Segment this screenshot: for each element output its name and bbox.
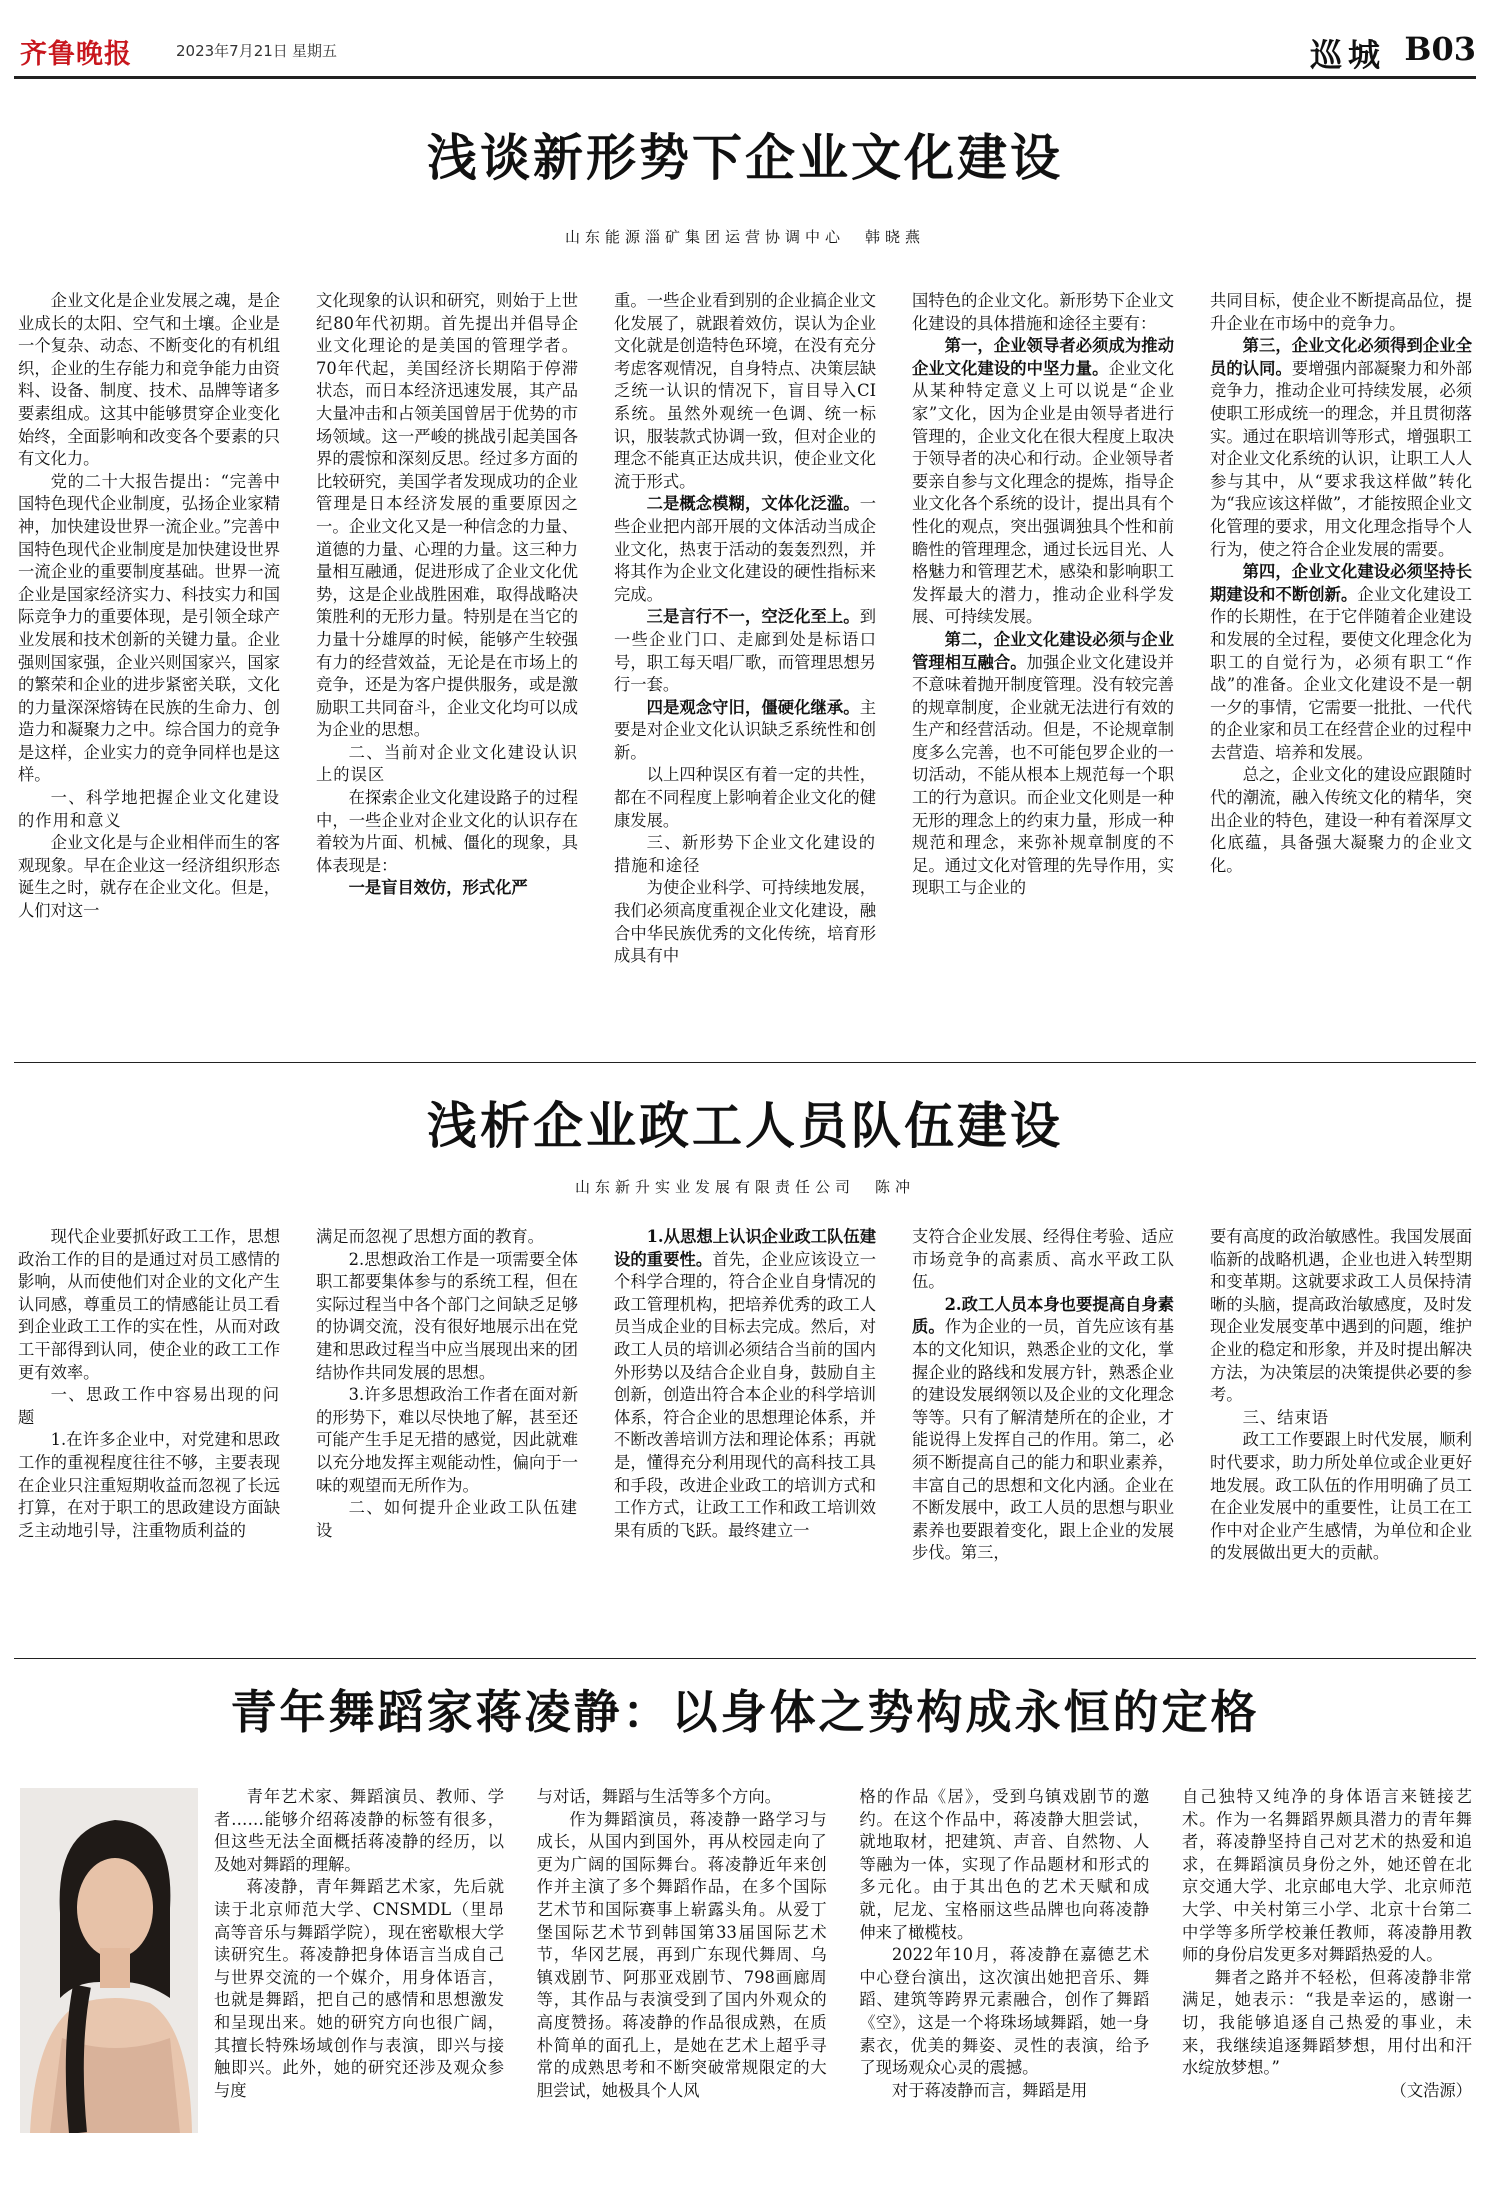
portrait-image xyxy=(20,1788,198,2133)
paragraph: 蒋凌静，青年舞蹈艺术家，先后就读于北京师范大学、CNSMDL（里昂高等音乐与舞蹈学院），现在密歇根大学读研究生。蒋凌静把身体语言当成自己与世界交流的一个媒介，用身体语言，也就是舞蹈，把自己的感情和思想激发和呈现出来。她的研究方向也很广阔，其擅长特殊场域创作与表演，即兴与接触即兴。此外，她的研究还涉及观众参与度 xyxy=(214,1877,504,2100)
dancer-portrait xyxy=(20,1788,198,2133)
paragraph: 企业文化是与企业相伴而生的客观现象。早在企业这一经济组织形态诞生之时，就存在企业文化。但是，人们对这一 xyxy=(18,833,280,921)
paragraph: 2022年10月，蒋凌静在嘉德艺术中心登台演出，这次演出她把音乐、舞蹈、建筑等跨界元素融合，创作了舞蹈《空》，这是一个将珠场域舞蹈，她一身素衣，优美的舞姿、灵性的表演，给予了现场观众心灵的震撼。 xyxy=(859,1945,1150,2078)
paragraph: 青年艺术家、舞蹈演员、教师、学者……能够介绍蒋凌静的标签有很多，但这些无法全面概括蒋凌静的经历，以及她对舞蹈的理解。 xyxy=(214,1787,504,1874)
paragraph: 自己独特又纯净的身体语言来链接艺术。作为一名舞蹈界颇具潜力的青年舞者，蒋凌静坚持自己对艺术的热爱和追求，在舞蹈演员身份之外，她还曾在北京交通大学、北京邮电大学、北京师范大学、中关村第三小学、北京十台第二中学等多所学校兼任教师，蒋凌静用教师的身份启发更多对舞蹈热爱的人。 xyxy=(1181,1787,1472,1965)
article2-col3 xyxy=(614,1226,876,1646)
bold-lead: 第一，企业领导者必须成为推动企业文化建设的中坚力量。 xyxy=(912,336,1174,378)
newspaper-logo: 齐鲁晚报 xyxy=(20,39,132,70)
paragraph: 支符合企业发展、经得住考验、适应市场竞争的高素质、高水平政工队伍。 xyxy=(912,1227,1174,1292)
paragraph: 党的二十大报告提出：“完善中国特色现代企业制度，弘扬企业家精神，加快建设世界一流企业。”完善中国特色现代企业制度是加快建设世界一流企业的重要制度基础。世界一流企业是国家经济实力、科技实力和国际竞争力的重要体现，是引领全球产业发展和技术创新的关键力量。企业强则国家强，企业兴则国家兴，国家的繁荣和企业的进步紧密关联，文化的力量深深熔铸在民族的生命力、创造力和凝聚力之中。综合国力的竞争是这样，企业实力的竞争同样也是这样。 xyxy=(18,471,280,785)
issue-date: 2023年7月21日 xyxy=(176,42,288,60)
article1-col4 xyxy=(912,290,1174,1050)
bold-lead: 二是概念模糊，文体化泛滥。 xyxy=(646,494,860,514)
article3-col2 xyxy=(537,1786,827,2166)
article2-byline: 山东新升实业发展有限责任公司 陈冲 xyxy=(574,1178,915,1196)
paragraph: 现代企业要抓好政工工作，思想政治工作的目的是通过对员工感情的影响，从而使他们对企业的文化产生认同感，尊重员工的情感能让员工看到企业政工工作的实在性，从而对政工干部得到认同，使企业的政工工作更有效率。 xyxy=(18,1227,280,1382)
paragraph: 舞者之路并不轻松，但蒋凌静非常满足，她表示：“我是幸运的，感谢一切，我能够追逐自己热爱的事业，未来，我继续追逐舞蹈梦想，用付出和汗水绽放梦想。” xyxy=(1181,1967,1472,2078)
paragraph: 要有高度的政治敏感性。我国发展面临新的战略机遇，企业也进入转型期和变革期。这就要求政工人员保持清晰的头脑，提高政治敏感度，及时发现企业发展变革中遇到的问题，维护企业的稳定和形象，并及时提出解决方法，为决策层的决策提供必要的参考。 xyxy=(1210,1227,1472,1405)
article2-body xyxy=(18,1226,1472,1646)
article1-title: 浅谈新形势下企业文化建设 xyxy=(427,128,1063,187)
paragraph xyxy=(316,877,578,900)
divider xyxy=(14,1062,1476,1063)
paragraph xyxy=(912,1294,1174,1565)
paragraph xyxy=(912,629,1174,900)
bold-lead: 1.从思想上认识企业政工队伍建设的重要性。 xyxy=(614,1227,876,1269)
article3-body xyxy=(214,1786,1472,2166)
paragraph: 3.许多思想政治工作者在面对新的形势下，难以尽快地了解，甚至还可能产生手足无措的感觉，因此就难以充分地发挥主观能动性，偏向于一味的观望而无所作为。 xyxy=(316,1385,578,1495)
paragraph-text: 主要是对企业文化认识缺乏系统性和创新。 xyxy=(614,697,876,762)
paragraph: 格的作品《居》，受到乌镇戏剧节的邀约。在这个作品中，蒋凌静大胆尝试，就地取材，把建筑、声音、自然物、人等融为一体，实现了作品题材和形式的多元化。由于其出色的艺术天赋和成就，尼龙、宝格丽这些品牌也向蒋凌静伸来了橄榄枝。 xyxy=(859,1787,1150,1942)
masthead xyxy=(14,26,1476,74)
paragraph: 企业文化是企业发展之魂，是企业成长的太阳、空气和土壤。企业是一个复杂、动态、不断变化的有机组织，企业的生存能力和竞争能力由资料、设备、制度、技术、品牌等诸多要素组成。这其中能够贯穿企业变化始终，全面影响和改变各个要素的只有文化力。 xyxy=(18,291,280,469)
paragraph: 总之，企业文化的建设应跟随时代的潮流，融入传统文化的精华，突出企业的特色，建设一种有着深厚文化底蕴，具备强大凝聚力的企业文化。 xyxy=(1210,765,1472,875)
article2-col5 xyxy=(1210,1226,1472,1646)
article2-col4 xyxy=(912,1226,1174,1646)
paragraph-text: 一些企业把内部开展的文体活动当成企业文化，热衷于活动的轰轰烈烈，并将其作为企业文化建设的硬性指标来完成。 xyxy=(614,494,876,604)
paragraph: 对于蒋凌静而言，舞蹈是用 xyxy=(891,2080,1088,2100)
section-heading: 三、新形势下企业文化建设的措施和途径 xyxy=(614,833,876,875)
paragraph xyxy=(614,493,876,606)
masthead-rule xyxy=(14,76,1476,79)
bold-lead: 2.政工人员本身也要提高自身素质。 xyxy=(912,1294,1174,1337)
paragraph: 重。一些企业看到别的企业搞企业文化发展了，就跟着效仿，误认为企业文化就是创造特色环境，在没有充分考虑客观情况，自身特点、决策层缺乏统一认识的情况下，盲目导入CI系统。虽然外观统一色调、统一标识，服装款式协调一致，但对企业的理念不能真正达成共识，使企业文化流于形式。 xyxy=(614,291,876,491)
paragraph xyxy=(1210,335,1472,561)
paragraph xyxy=(614,1226,876,1542)
paragraph-text: 加强企业文化建设并不意味着抛开制度管理。没有较完善的规章制度，企业就无法进行有效的生产和经营活动。但是，不论规章制度多么完善，也不可能包罗企业的一切活动，不能从根本上规范每一个职工的行为意识。而企业文化则是一种无形的理念上的约束力量，形成一种规范和理念，来弥补规章制度的不足。通过文化对管理的先导作用，实现职工与企业的 xyxy=(912,652,1174,898)
paragraph: 作为舞蹈演员，蒋凌静一路学习与成长，从国内到国外，再从校园走向了更为广阔的国际舞台。蒋凌静近年来创作并主演了多个舞蹈作品，在多个国际艺术节和国际赛事上崭露头角。从爱丁堡国际艺术节到韩国第33届国际艺术节，华冈艺展，再到广东现代舞周、乌镇戏剧节、阿那亚戏剧节、798画廊周等，其作品与表演受到了国内外观众的高度赞扬。蒋凌静的作品很成熟，在质朴简单的面孔上，是她在艺术上超乎寻常的成熟思考和不断突破常规限定的大胆尝试，她极具个人风 xyxy=(536,1809,827,2100)
paragraph: 政工工作要跟上时代发展，顺利时代要求，助力所处单位或企业更好地发展。政工队伍的作用明确了员工在企业发展中的重要性，让员工在工作中对企业产生感情，为单位和企业的发展做出更大的贡献。 xyxy=(1210,1430,1472,1563)
article3-col1 xyxy=(214,1786,504,2166)
paragraph: 为使企业科学、可持续地发展，我们必须高度重视企业文化建设，融合中华民族优秀的文化传统，培育形成具有中 xyxy=(614,878,876,966)
section-heading: 二、如何提升企业政工队伍建设 xyxy=(316,1498,578,1540)
article1-col5 xyxy=(1210,290,1472,1050)
article3-col3 xyxy=(859,1786,1149,2166)
paragraph-text: 要增强内部凝聚力和外部竞争力，推动企业可持续发展，必须使职工形成统一的理念，并且贯彻落实。通过在职培训等形式，增强职工对企业文化系统的认识，让职工人人参与其中，从“要求我这样做”转化为“我应该这样做”，才能按照企业文化管理的要求，用文化理念指导个人行为，使之符合企业发展的需要。 xyxy=(1210,358,1472,559)
article1-col3 xyxy=(614,290,876,1050)
bold-lead: 第四，企业文化建设必须坚持长期建设和不断创新。 xyxy=(1210,562,1472,604)
paragraph-text: 作为企业的一员，首先应该有基本的文化知识，熟悉企业的文化，掌握企业的路线和发展方针，熟悉企业的建设发展纲领以及企业的文化理念等等。只有了解清楚所在的企业，才能说得上发挥自己的作用。第二，必须不断提高自己的能力和职业素养，丰富自己的思想和文化内涵。企业在不断发展中，政工人员的思想与职业素养也要跟着变化，跟上企业的发展步伐。第三， xyxy=(912,1317,1174,1563)
paragraph: 以上四种误区有着一定的共性，都在不同程度上影响着企业文化的健康发展。 xyxy=(614,765,876,830)
paragraph-text: 首先，企业应该设立一个科学合理的，符合企业自身情况的政工管理机构，把培养优秀的政工人员当成企业的目标去完成。然后，对政工人员的培训必须结合当前的国内外形势以及结合企业自身，鼓励自主创新，创造出符合本企业的科学培训体系，符合企业的思想理论体系，并不断改善培训方法和理论体系；再就是，懂得充分利用现代的高科技工具和手段，改进企业政工的培训方式和工作方式，让政工工作和政工培训效果有质的飞跃。最终建立一 xyxy=(614,1249,876,1540)
paragraph: 在探索企业文化建设路子的过程中，一些企业对企业文化的认识存在着较为片面、机械、僵化的现象，具体表现是： xyxy=(316,788,578,875)
paragraph: 文化现象的认识和研究，则始于上世纪80年代初期。首先提出并倡导企业文化理论的是美国的管理学者。70年代起，美国经济长期陷于停滞状态，而日本经济迅速发展，其产品大量冲击和占领美国曾居于优势的市场领域。这一严峻的挑战引起美国各界的震惊和深刻反思。经过多方面的比较研究，美国学者发现成功的企业管理是日本经济发展的重要原因之一。企业文化又是一种信念的力量、道德的力量、心理的力量。这三种力量相互融通，促进形成了企业文化优势，这是企业战胜困难，取得战略决策胜利的无形力量。特别是在当它的力量十分雄厚的时候，能够产生较强有力的经营效益，无论是在市场上的竞争，还是为客户提供服务，或是激励职工共同奋斗，企业文化均可以成为企业的思想。 xyxy=(316,291,578,740)
article3-title: 青年舞蹈家蒋凌静：以身体之势构成永恒的定格 xyxy=(230,1685,1260,1739)
article3-col4 xyxy=(1182,1786,1472,2166)
paragraph-text: 企业文化建设工作的长期性，在于它伴随着企业建设和发展的全过程，要使文化理念化为职工的自觉行为，必须有职工“作战”的准备。企业文化建设不是一朝一夕的事情，它需要一批批、一代代的企业家和员工在经营企业的过程中去营造、培养和发展。 xyxy=(1210,584,1472,762)
paragraph: 与对话，舞蹈与生活等多个方向。 xyxy=(536,1787,781,1806)
article2-col1 xyxy=(18,1226,280,1646)
paragraph: 1.在许多企业中，对党建和思政工作的重视程度往往不够，主要表现在企业只注重短期收益而忽视了长远打算，在对于职工的思政建设方面缺乏主动地引导，注重物质利益的 xyxy=(18,1430,280,1540)
paragraph xyxy=(1210,561,1472,764)
divider xyxy=(14,1658,1476,1659)
section-heading: 一、科学地把握企业文化建设的作用和意义 xyxy=(18,788,280,830)
section-heading: 一、思政工作中容易出现的问题 xyxy=(18,1385,280,1427)
article2-col2 xyxy=(316,1226,578,1646)
section-heading: 三、结束语 xyxy=(1242,1407,1330,1427)
section-name: 巡城 xyxy=(1309,36,1386,74)
paragraph: 共同目标，使企业不断提高品位，提升企业在市场中的竞争力。 xyxy=(1210,291,1472,333)
paragraph: 国特色的企业文化。新形势下企业文化建设的具体措施和途径主要有： xyxy=(912,291,1174,333)
article2-title: 浅析企业政工人员队伍建设 xyxy=(427,1096,1063,1155)
bold-lead: 三是言行不一，空泛化至上。 xyxy=(646,607,860,627)
paragraph xyxy=(614,697,876,765)
issue-weekday: 星期五 xyxy=(292,42,338,60)
page-number: B03 xyxy=(1404,30,1476,68)
paragraph-text: 企业文化从某种特定意义上可以说是“企业家”文化，因为企业是由领导者进行管理的，企业文化在很大程度上取决于领导者的决心和行动。企业领导者要亲自参与文化理念的提炼，指导企业文化各个系统的设计，提出具有个性化的观点，突出强调独具个性和前瞻性的管理理念，通过长远目光、人格魅力和管理艺术，感染和影响职工发挥最大的潜力，推动企业科学发展、可持续发展。 xyxy=(912,358,1174,627)
paragraph: 满足而忽视了思想方面的教育。 xyxy=(316,1227,544,1246)
section-heading: 二、当前对企业文化建设认识上的误区 xyxy=(316,742,578,785)
bold-lead: 第二，企业文化建设必须与企业管理相互融合。 xyxy=(912,629,1174,672)
article1-body xyxy=(18,290,1472,1050)
paragraph: （文浩源） xyxy=(1390,2080,1472,2100)
bold-lead: 一是盲目效仿，形式化严 xyxy=(348,878,528,898)
paragraph xyxy=(614,606,876,696)
paragraph xyxy=(912,335,1174,629)
bold-lead: 四是观念守旧，僵硬化继承。 xyxy=(646,697,860,717)
paragraph: 2.思想政治工作是一项需要全体职工都要集体参与的系统工程，但在实际过程当中各个部门之间缺乏足够的协调交流，没有很好地展示出在党建和思政过程当中应当展现出来的团结协作共同发展的思想。 xyxy=(316,1249,578,1382)
article1-col1 xyxy=(18,290,280,1050)
article1-col2 xyxy=(316,290,578,1050)
bold-lead: 第三，企业文化必须得到企业全员的认同。 xyxy=(1210,336,1472,378)
paragraph-text: 到一些企业门口、走廊到处是标语口号，职工每天唱厂歌，而管理思想另行一套。 xyxy=(614,607,876,695)
article1-byline: 山东能源淄矿集团运营协调中心 韩晓燕 xyxy=(564,228,925,246)
